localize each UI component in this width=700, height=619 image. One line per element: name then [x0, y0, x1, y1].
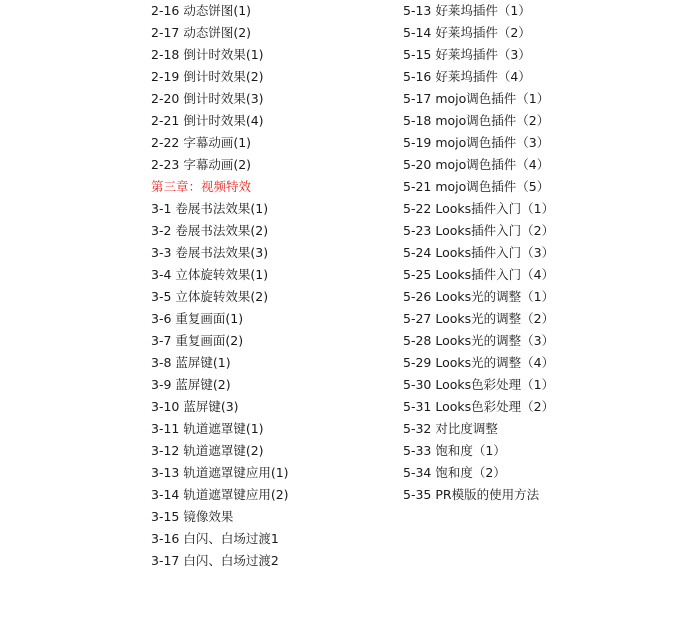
lesson-list-item: 5-28 Looks光的调整（3）	[403, 333, 555, 348]
lesson-list-item: 3-13 轨道遮罩键应用(1)	[151, 465, 289, 480]
lesson-list-item: 3-12 轨道遮罩键(2)	[151, 443, 264, 458]
lesson-list-item: 5-31 Looks色彩处理（2）	[403, 399, 555, 414]
lesson-list-item: 2-21 倒计时效果(4)	[151, 113, 264, 128]
lesson-list-item: 5-14 好莱坞插件（2）	[403, 25, 531, 40]
lesson-list-item: 5-26 Looks光的调整（1）	[403, 289, 555, 304]
lesson-list-item: 5-22 Looks插件入门（1）	[403, 201, 555, 216]
lesson-list-item: 3-5 立体旋转效果(2)	[151, 289, 269, 304]
lesson-list-item: 5-24 Looks插件入门（3）	[403, 245, 555, 260]
lesson-list-item: 5-23 Looks插件入门（2）	[403, 223, 555, 238]
lesson-list-item: 3-9 蓝屏键(2)	[151, 377, 231, 392]
lesson-list-item: 2-19 倒计时效果(2)	[151, 69, 264, 84]
lesson-list-item: 2-23 字幕动画(2)	[151, 157, 252, 172]
lesson-list-item: 3-14 轨道遮罩键应用(2)	[151, 487, 289, 502]
lesson-list-item: 5-33 饱和度（1）	[403, 443, 506, 458]
lesson-list-item: 2-16 动态饼图(1)	[151, 3, 252, 18]
lesson-list-item: 2-20 倒计时效果(3)	[151, 91, 264, 106]
lesson-list-item: 5-27 Looks光的调整（2）	[403, 311, 555, 326]
lesson-list-item: 2-17 动态饼图(2)	[151, 25, 252, 40]
lesson-list-item: 5-13 好莱坞插件（1）	[403, 3, 531, 18]
lesson-list-item: 5-25 Looks插件入门（4）	[403, 267, 555, 282]
lesson-list-item: 5-19 mojo调色插件（3）	[403, 135, 550, 150]
lesson-list-item: 3-4 立体旋转效果(1)	[151, 267, 269, 282]
lesson-list-item: 5-17 mojo调色插件（1）	[403, 91, 550, 106]
lesson-list-item: 3-17 白闪、白场过渡2	[151, 553, 279, 568]
lesson-list-item: 3-10 蓝屏键(3)	[151, 399, 239, 414]
lesson-list-item: 3-16 白闪、白场过渡1	[151, 531, 279, 546]
lesson-list-item: 3-8 蓝屏键(1)	[151, 355, 231, 370]
lesson-list-item: 2-22 字幕动画(1)	[151, 135, 252, 150]
lesson-list-item: 3-1 卷展书法效果(1)	[151, 201, 269, 216]
lesson-list-item: 5-21 mojo调色插件（5）	[403, 179, 550, 194]
left-column-list	[151, 0, 289, 572]
lesson-list-item: 3-7 重复画面(2)	[151, 333, 244, 348]
lesson-list-item: 3-2 卷展书法效果(2)	[151, 223, 269, 238]
lesson-list-item: 2-18 倒计时效果(1)	[151, 47, 264, 62]
lesson-list-item: 3-6 重复画面(1)	[151, 311, 244, 326]
lesson-list-item: 3-15 镜像效果	[151, 509, 234, 524]
lesson-list-item: 5-30 Looks色彩处理（1）	[403, 377, 555, 392]
chapter-heading: 第三章：视频特效	[151, 179, 252, 194]
lesson-list-item: 5-16 好莱坞插件（4）	[403, 69, 531, 84]
lesson-list-item: 5-32 对比度调整	[403, 421, 498, 436]
lesson-list-item: 5-15 好莱坞插件（3）	[403, 47, 531, 62]
lesson-list-item: 5-34 饱和度（2）	[403, 465, 506, 480]
lesson-list-item: 5-29 Looks光的调整（4）	[403, 355, 555, 370]
right-column-list	[403, 0, 554, 506]
lesson-list-item: 5-18 mojo调色插件（2）	[403, 113, 550, 128]
lesson-list-item: 3-11 轨道遮罩键(1)	[151, 421, 264, 436]
lesson-list-item: 5-35 PR模版的使用方法	[403, 487, 540, 502]
lesson-list-item: 3-3 卷展书法效果(3)	[151, 245, 269, 260]
lesson-list-item: 5-20 mojo调色插件（4）	[403, 157, 550, 172]
